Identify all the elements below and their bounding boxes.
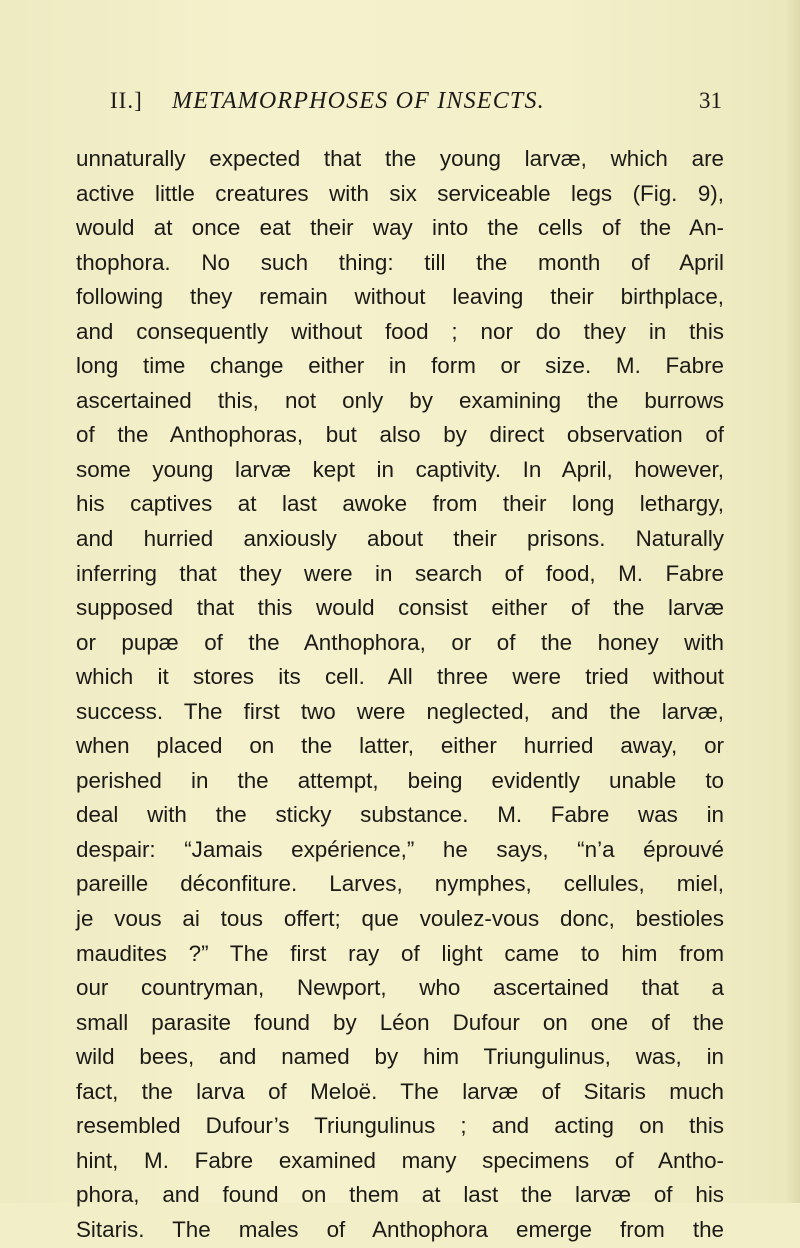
text-line: fact, the larva of Meloë. The larvæ of Sitaris much <box>76 1078 724 1104</box>
text-line: inferring that they were in search of food, M. Fabre <box>76 560 724 586</box>
text-line: when placed on the latter, either hurried away, or <box>76 733 724 759</box>
text-line: resembled Dufour’s Triungulinus ; and acting on this <box>76 1113 724 1139</box>
text-line: would at once eat their way into the cells of the An- <box>76 215 724 241</box>
text-line: phora, and found on them at last the larvæ of his <box>76 1182 724 1208</box>
text-line: unnaturally expected that the young larvæ, which are <box>76 146 724 171</box>
text-line: perished in the attempt, being evidently unable to <box>76 767 724 793</box>
text-line: thophora. No such thing: till the month of April <box>76 249 724 275</box>
text-line: of the Anthophoras, but also by direct observation of <box>76 422 724 448</box>
text-line: and hurried anxiously about their prisons. Naturally <box>76 526 724 552</box>
text-line: maudites ?” The first ray of light came to him from <box>76 940 724 966</box>
text-line: or pupæ of the Anthophora, or of the honey with <box>76 629 724 655</box>
text-line: long time change either in form or size. M. Fabre <box>76 353 724 379</box>
text-line: je vous ai tous offert; que voulez-vous donc, bestioles <box>76 906 724 932</box>
text-line: pareille déconfiture. Larves, nymphes, cellules, miel, <box>76 871 724 897</box>
text-line: wild bees, and named by him Triungulinus, was, in <box>76 1044 724 1070</box>
running-title: METAMORPHOSES OF INSECTS. <box>172 88 545 114</box>
text-line: hint, M. Fabre examined many specimens of Antho- <box>76 1147 724 1173</box>
text-line: deal with the sticky substance. M. Fabre was in <box>76 802 724 828</box>
text-line: and consequently without food ; nor do they in this <box>76 318 724 344</box>
running-header <box>110 88 722 122</box>
page-edge-shadow <box>786 0 800 1203</box>
text-line: which it stores its cell. All three were tried without <box>76 664 724 690</box>
text-line: despair: “Jamais expérience,” he says, “n’a éprouvé <box>76 836 724 862</box>
page-number: 31 <box>699 88 722 113</box>
body-paragraph <box>76 142 724 1248</box>
text-line: success. The first two were neglected, and the larvæ, <box>76 698 724 724</box>
text-line: some young larvæ kept in captivity. In April, however, <box>76 456 724 482</box>
text-line: his captives at last awoke from their long lethargy, <box>76 491 724 517</box>
text-line: ascertained this, not only by examining the burrows <box>76 387 724 413</box>
text-line: supposed that this would consist either of the larvæ <box>76 595 724 621</box>
text-line: our countryman, Newport, who ascertained that a <box>76 975 724 1001</box>
text-line: active little creatures with six serviceable legs (Fig. 9), <box>76 180 724 206</box>
text-line: Sitaris. The males of Anthophora emerge from the <box>76 1216 724 1242</box>
text-line: small parasite found by Léon Dufour on one of the <box>76 1009 724 1035</box>
text-line: following they remain without leaving their birthplace, <box>76 284 724 310</box>
chapter-number: II.] <box>110 88 143 113</box>
